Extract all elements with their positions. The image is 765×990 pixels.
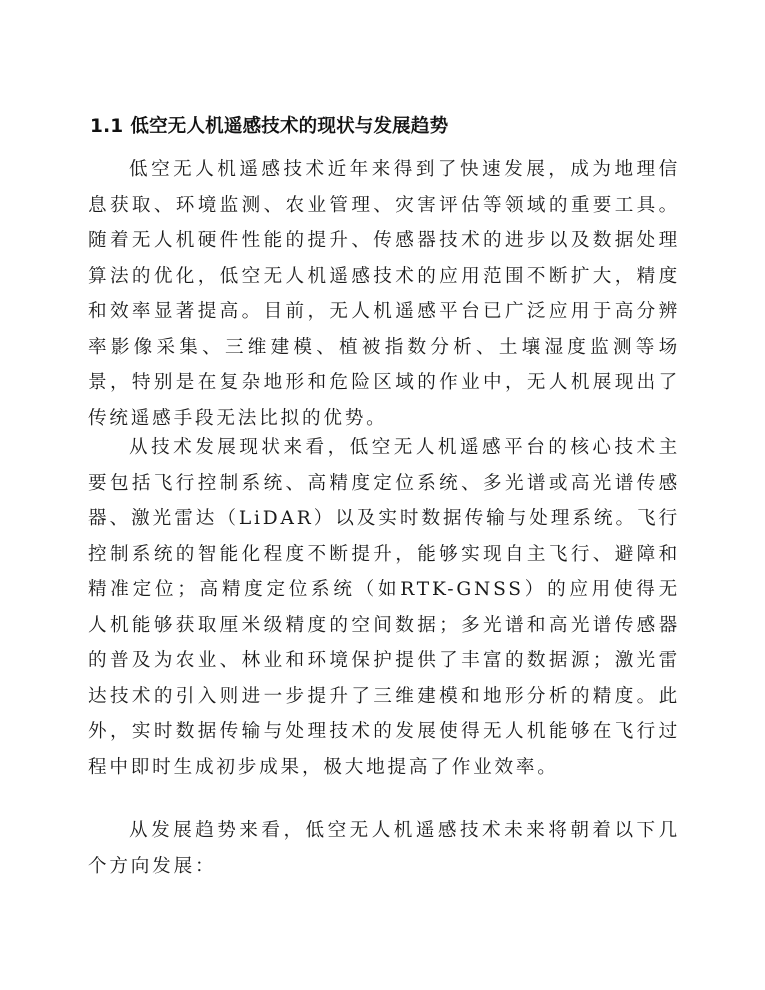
section-title: 低空无人机遥感技术的现状与发展趋势	[130, 116, 449, 137]
section-heading	[90, 113, 448, 141]
paragraph-core-technologies: 从技术发展现状来看，低空无人机遥感平台的核心技术主要包括飞行控制系统、高精度定位系统、多光谱或高光谱传感器、激光雷达（LiDAR）以及实时数据传输与处理系统。飞行控制系统的智能化程度不断提升，能够实现自主飞行、避障和精准定位；高精度定位系统（如RTK-GNSS）的应用使得无人机能够获取厘米级精度的空间数据；多光谱和高光谱传感器的普及为农业、林业和环境保护提供了丰富的数据源；激光雷达技术的引入则进一步提升了三维建模和地形分析的精度。此外，实时数据传输与处理技术的发展使得无人机能够在飞行过程中即时生成初步成果，极大地提高了作业效率。	[88, 437, 680, 778]
paragraph-future-trends: 从发展趋势来看，低空无人机遥感技术未来将朝着以下几个方向发展：	[88, 820, 680, 877]
paragraph-current-status: 低空无人机遥感技术近年来得到了快速发展，成为地理信息获取、环境监测、农业管理、灾害评估等领域的重要工具。随着无人机硬件性能的提升、传感器技术的进步以及数据处理算法的优化，低空无人机遥感技术的应用范围不断扩大，精度和效率显著提高。目前，无人机遥感平台已广泛应用于高分辨率影像采集、三维建模、植被指数分析、土壤湿度监测等场景，特别是在复杂地形和危险区域的作业中，无人机展现出了传统遥感手段无法比拟的优势。	[88, 159, 680, 429]
section-number: 1.1	[90, 116, 124, 137]
